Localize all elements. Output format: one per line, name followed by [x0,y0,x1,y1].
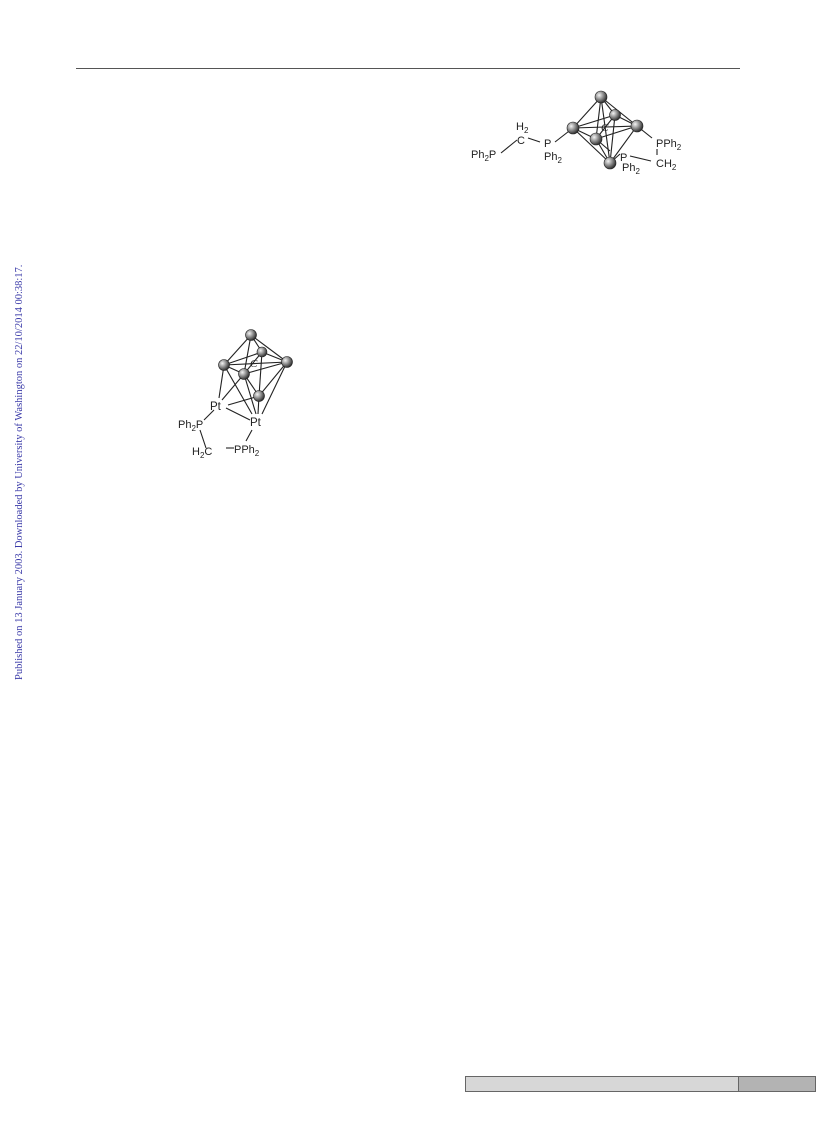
metal-atom [254,391,265,402]
ligand-bonds [200,410,252,448]
footer-bar [465,1076,816,1092]
ph2p-label: $Ph_2P$ [178,419,204,433]
pph2-label-right: PPh$_2$ [656,138,682,152]
ph2-label-left: $Ph_2$ [544,151,562,165]
pt-label-lower: Pt [250,417,261,429]
interstitial-carbon-label: C [601,122,609,134]
h2c-label: $H_2C$ [192,446,213,460]
header-rule [76,68,740,69]
metal-atom [610,110,621,121]
cluster-bonds [219,335,287,420]
ch2-label-lower: $CH_2$ [656,158,677,172]
metal-atom [567,122,579,134]
pph2-label: PPh$_2$ [234,444,260,458]
publication-note: Published on 13 January 2003. Downloaded by University of Washington on 22/10/2014 00:38:17. [14,264,25,680]
metal-atom [631,120,643,132]
p-label-lower: P [620,152,628,164]
ph2-label-lower: $Ph_2$ [622,162,640,176]
footer-bar-segment [738,1077,815,1091]
h2-label: $H_2$ [516,121,529,135]
p-label-left: P [544,138,552,150]
metal-atom [257,347,267,357]
metal-atom [595,91,607,103]
interstitial-carbon-label: C [250,358,258,370]
ph2p-label: $Ph_2P$ [471,149,497,163]
metal-atom [604,157,616,169]
cluster-structure-left [170,322,310,462]
metal-atom [246,330,257,341]
cluster-structure-right [460,85,700,185]
metal-atom [219,360,230,371]
pt-label-upper: Pt [210,401,221,413]
metal-atom [590,133,602,145]
metal-atom [282,357,293,368]
bridging-carbon-label: C [517,135,525,147]
metal-atom [239,369,250,380]
